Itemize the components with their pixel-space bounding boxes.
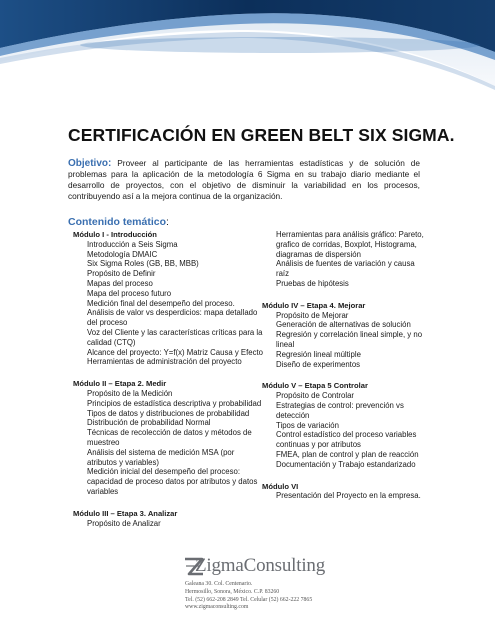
modules-column-right <box>262 230 427 513</box>
logo-text: ZigmaConsulting <box>195 555 326 576</box>
module-topic: Análisis del sistema de medición MSA (por atributos y variables) <box>87 447 235 467</box>
contents-heading <box>68 216 169 228</box>
module-topic: Pruebas de hipótesis <box>276 278 349 288</box>
contents-label: Contenido temático <box>68 216 167 228</box>
module-topic: Medición inicial del desempeño del proceso: capacidad de proceso datos por atributos y datos variables <box>87 467 258 496</box>
module-topic: Alcance del proyecto: Y=f(x) Matriz Causa y Efecto <box>87 347 264 357</box>
address-city: Hermosillo, Sonora, México. C.P. 83260 <box>185 588 280 595</box>
module-topic: Distribución de probabilidad Normal <box>87 418 211 428</box>
module-title: Módulo I - Introducción <box>73 230 157 239</box>
address-phones: Tel. (52) 662-208 2849 Tel. Celular (52) 662-222 7865 <box>185 596 313 603</box>
module-topic: Mapa del proceso futuro <box>87 288 172 298</box>
module-block <box>262 482 427 502</box>
module-topic: Principios de estadística descriptiva y probabilidad <box>87 398 262 408</box>
module-topic: Regresión y correlación lineal simple, y no lineal <box>276 330 423 349</box>
module-topic: Control estadístico del proceso variables continuas y por atributos <box>276 430 417 450</box>
module-topic: Tipos de datos y distribuciones de probabilidad <box>87 408 250 418</box>
module-topic: Propósito de Mejorar <box>276 310 349 320</box>
objective-text: Proveer al participante de las herramientas estadísticas y de solución de problemas para la aplicación de la metodología 6 Sigma en su trabajo diario mediante el desarrollo de proyectos, con el objetivo de disminuir la variabilidad en los procesos, contribuyendo así a la mejora continua de la organización. <box>68 158 420 201</box>
module-topic: Propósito de Definir <box>87 269 156 279</box>
module-title: Módulo V – Etapa 5 Controlar <box>262 381 368 391</box>
contents-colon: : <box>166 216 169 228</box>
header-banner <box>0 0 495 125</box>
objective-label: Objetivo: <box>68 158 112 169</box>
address-website: www.zigmaconsulting.com <box>185 604 249 611</box>
modules-column-left <box>73 230 265 540</box>
module-topic: Medición final del desempeño del proceso. <box>87 298 235 308</box>
module-topic: Estrategias de control: prevención vs detección <box>276 400 404 420</box>
module-topic: Propósito de Analizar <box>87 518 161 528</box>
module-block <box>73 509 265 529</box>
module-title: Módulo III – Etapa 3. Analizar <box>73 508 178 518</box>
module-topic: Six Sigma Roles (GB, BB, MBB) <box>87 259 199 269</box>
objective-paragraph <box>68 158 420 202</box>
module-topic: Metodología DMAIC <box>87 249 158 259</box>
module-topic: Presentación del Proyecto en la empresa. <box>276 491 421 501</box>
module-topic: Regresión lineal múltiple <box>276 349 361 359</box>
module-topic: FMEA, plan de control y plan de reacción <box>276 449 419 459</box>
address-street: Galeana 30. Col. Centenario. <box>185 581 253 587</box>
module-topic: Propósito de Controlar <box>276 391 355 401</box>
module-block <box>262 381 427 469</box>
module-topic: Herramientas de administración del proyecto <box>87 357 242 367</box>
company-footer <box>183 555 363 612</box>
module-topic: Diseño de experimentos <box>276 359 361 369</box>
module-block <box>73 230 265 367</box>
module-title: Módulo VI <box>262 481 299 491</box>
module-topic: Análisis de fuentes de variación y causa raíz <box>276 259 415 279</box>
module-topic: Tipos de variación <box>276 420 339 430</box>
module-title: Módulo IV – Etapa 4. Mejorar <box>262 300 366 310</box>
module-block <box>73 379 265 497</box>
module-block <box>262 230 427 289</box>
module-block <box>262 301 427 370</box>
module-topic: Voz del Cliente y las características críticas para la calidad (CTQ) <box>87 327 263 347</box>
module-topic: Propósito de la Medición <box>87 388 173 398</box>
module-topic: Mapas del proceso <box>87 278 153 288</box>
module-topic: Técnicas de recolección de datos y métodos de muestreo <box>87 428 252 447</box>
module-topic: Herramientas para análisis gráfico: Pareto, grafico de corridas, Boxplot, Histograma, diagramas de dispersión <box>276 230 424 259</box>
module-topic: Introducción a Seis Sigma <box>87 239 178 249</box>
address-block <box>185 581 363 612</box>
document-title: CERTIFICACIÓN EN GREEN BELT SIX SIGMA. <box>68 125 455 145</box>
module-title: Módulo II – Etapa 2. Medir <box>73 379 167 389</box>
module-topic: Documentación y Trabajo estandarizado <box>276 459 416 469</box>
module-topic: Análisis de valor vs desperdicios: mapa detallado del proceso <box>87 308 258 328</box>
module-topic: Generación de alternativas de solución <box>276 320 411 330</box>
company-logo <box>183 555 363 577</box>
